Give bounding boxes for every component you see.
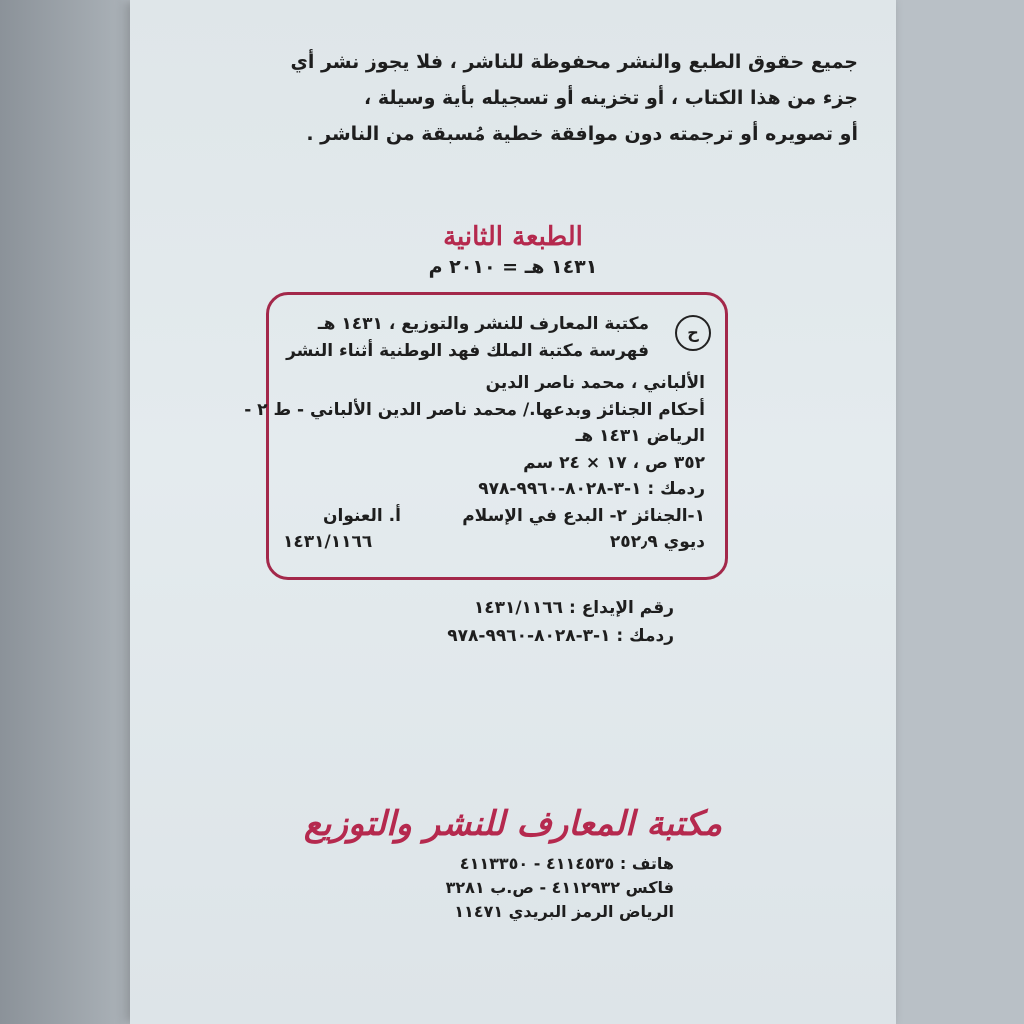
copyright-sign: ح [675, 315, 711, 351]
cip-isbn-line: ردمك : ١-٣-٨٠٢٨-٩٩٦٠-٩٧٨ [478, 479, 705, 499]
cip-author: الألباني ، محمد ناصر الدين [485, 373, 705, 393]
cip-dewey-row [283, 529, 705, 556]
cip-line: فهرسة مكتبة الملك فهد الوطنية أثناء النشر [286, 340, 649, 361]
edition-date: ١٤٣١ هـ = ٢٠١٠ م [428, 256, 598, 278]
cip-subjects-row [283, 503, 705, 530]
cip-deposit-number: ١٤٣١/١١٦٦ [283, 532, 373, 552]
publisher-fax: فاكس ٤١١٢٩٣٢ - ص.ب ٣٢٨١ [445, 878, 674, 897]
publisher-name: مكتبة المعارف للنشر والتوزيع [303, 804, 723, 844]
cip-place-line: الرياض ١٤٣١ هـ [575, 426, 705, 446]
cip-title-line: أحكام الجنائز وبدعها./ محمد ناصر الدين الألباني - ط ٢ - [244, 399, 705, 420]
deposit-info [447, 594, 674, 650]
book-page [130, 0, 896, 1024]
cip-line: مكتبة المعارف للنشر والتوزيع ، ١٤٣١ هـ [317, 314, 649, 334]
rights-line: جزء من هذا الكتاب ، أو تخزينه أو تسجيله بأية وسيلة ، [364, 87, 858, 109]
rights-notice [238, 44, 858, 152]
publisher-phone: هاتف : ٤١١٤٥٣٥ - ٤١١٣٣٥٠ [459, 854, 674, 873]
cip-title-label: أ. العنوان [323, 505, 401, 526]
cataloging-in-publication-box [244, 292, 728, 580]
cip-dewey: ديوي ٢٥٢٫٩ [609, 532, 705, 552]
publisher-postal: الرياض الرمز البريدي ١١٤٧١ [454, 902, 674, 921]
deposit-number: رقم الإيداع : ١٤٣١/١١٦٦ [473, 598, 674, 618]
rights-line: أو تصويره أو ترجمته دون موافقة خطية مُسبقة من الناشر . [306, 123, 858, 145]
cip-pages-line: ٣٥٢ ص ، ١٧ × ٢٤ سم [523, 452, 705, 473]
publisher-contact [434, 852, 674, 924]
edition-title: الطبعة الثانية [443, 222, 583, 252]
cip-subjects: ١-الجنائز ٢- البدع في الإسلام [462, 505, 705, 526]
rights-line: جميع حقوق الطبع والنشر محفوظة للناشر ، فلا يجوز نشر أي [290, 51, 858, 73]
deposit-isbn: ردمك : ١-٣-٨٠٢٨-٩٩٦٠-٩٧٨ [447, 626, 674, 646]
